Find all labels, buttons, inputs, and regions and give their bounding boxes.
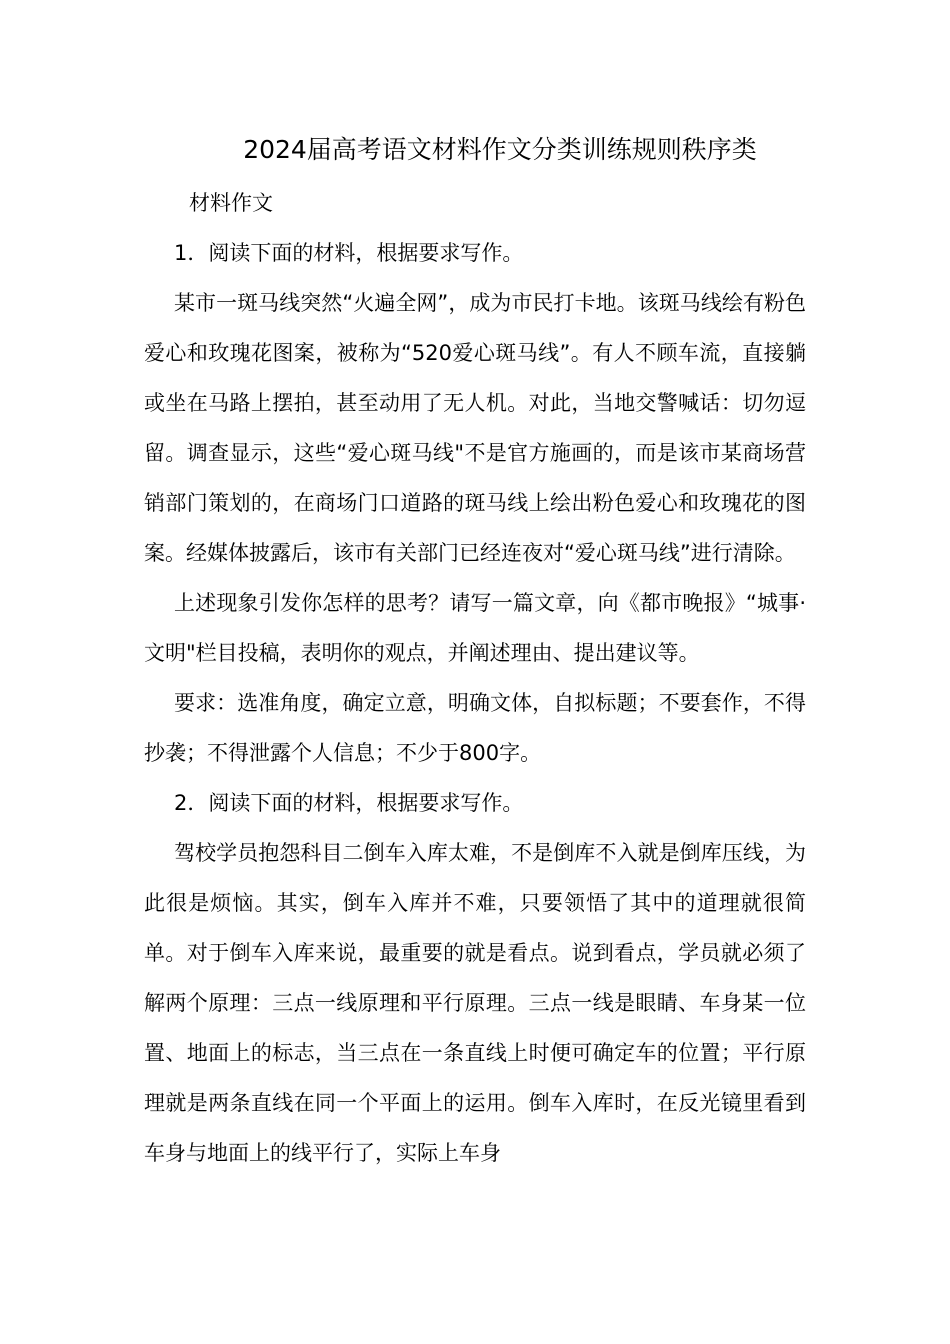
question-1-heading: 1．阅读下面的材料，根据要求写作。 bbox=[174, 241, 524, 265]
document-body bbox=[144, 178, 806, 1178]
question-2-heading: 2．阅读下面的材料，根据要求写作。 bbox=[174, 791, 524, 815]
question-1-task: 上述现象引发你怎样的思考？请写一篇文章，向《都市晚报》“城事·文明"栏目投稿，表明你的观点，并阐述理由、提出建议等。 bbox=[144, 591, 806, 665]
section-label: 材料作文 bbox=[189, 191, 273, 215]
document-title: 2024届高考语文材料作文分类训练规则秩序类 bbox=[243, 135, 757, 164]
question-2-material: 驾校学员抱怨科目二倒车入库太难，不是倒库不入就是倒库压线，为此很是烦恼。其实，倒车入库并不难，只要领悟了其中的道理就很简单。对于倒车入库来说，最重要的就是看点。说到看点，学员就必须了解两个原理：三点一线原理和平行原理。三点一线是眼睛、车身某一位置、地面上的标志，当三点在一条直线上时便可确定车的位置；平行原理就是两条直线在同一个平面上的运用。倒车入库时，在反光镜里看到车身与地面上的线平行了，实际上车身 bbox=[144, 841, 806, 1165]
question-1-requirements: 要求：选准角度，确定立意，明确文体，自拟标题；不要套作，不得抄袭；不得泄露个人信息；不少于800字。 bbox=[144, 691, 806, 765]
question-1-material: 某市一斑马线突然“火遍全网”，成为市民打卡地。该斑马线绘有粉色爱心和玫瑰花图案，被称为“520爱心斑马线”。有人不顾车流，直接躺或坐在马路上摆拍，甚至动用了无人机。对此，当地交警喊话：切勿逗留。调查显示，这些“爱心斑马线"不是官方施画的，而是该市某商场营销部门策划的，在商场门口道路的斑马线上绘出粉色爱心和玫瑰花的图案。经媒体披露后，该市有关部门已经连夜对“爱心斑马线”进行清除。 bbox=[144, 291, 806, 565]
